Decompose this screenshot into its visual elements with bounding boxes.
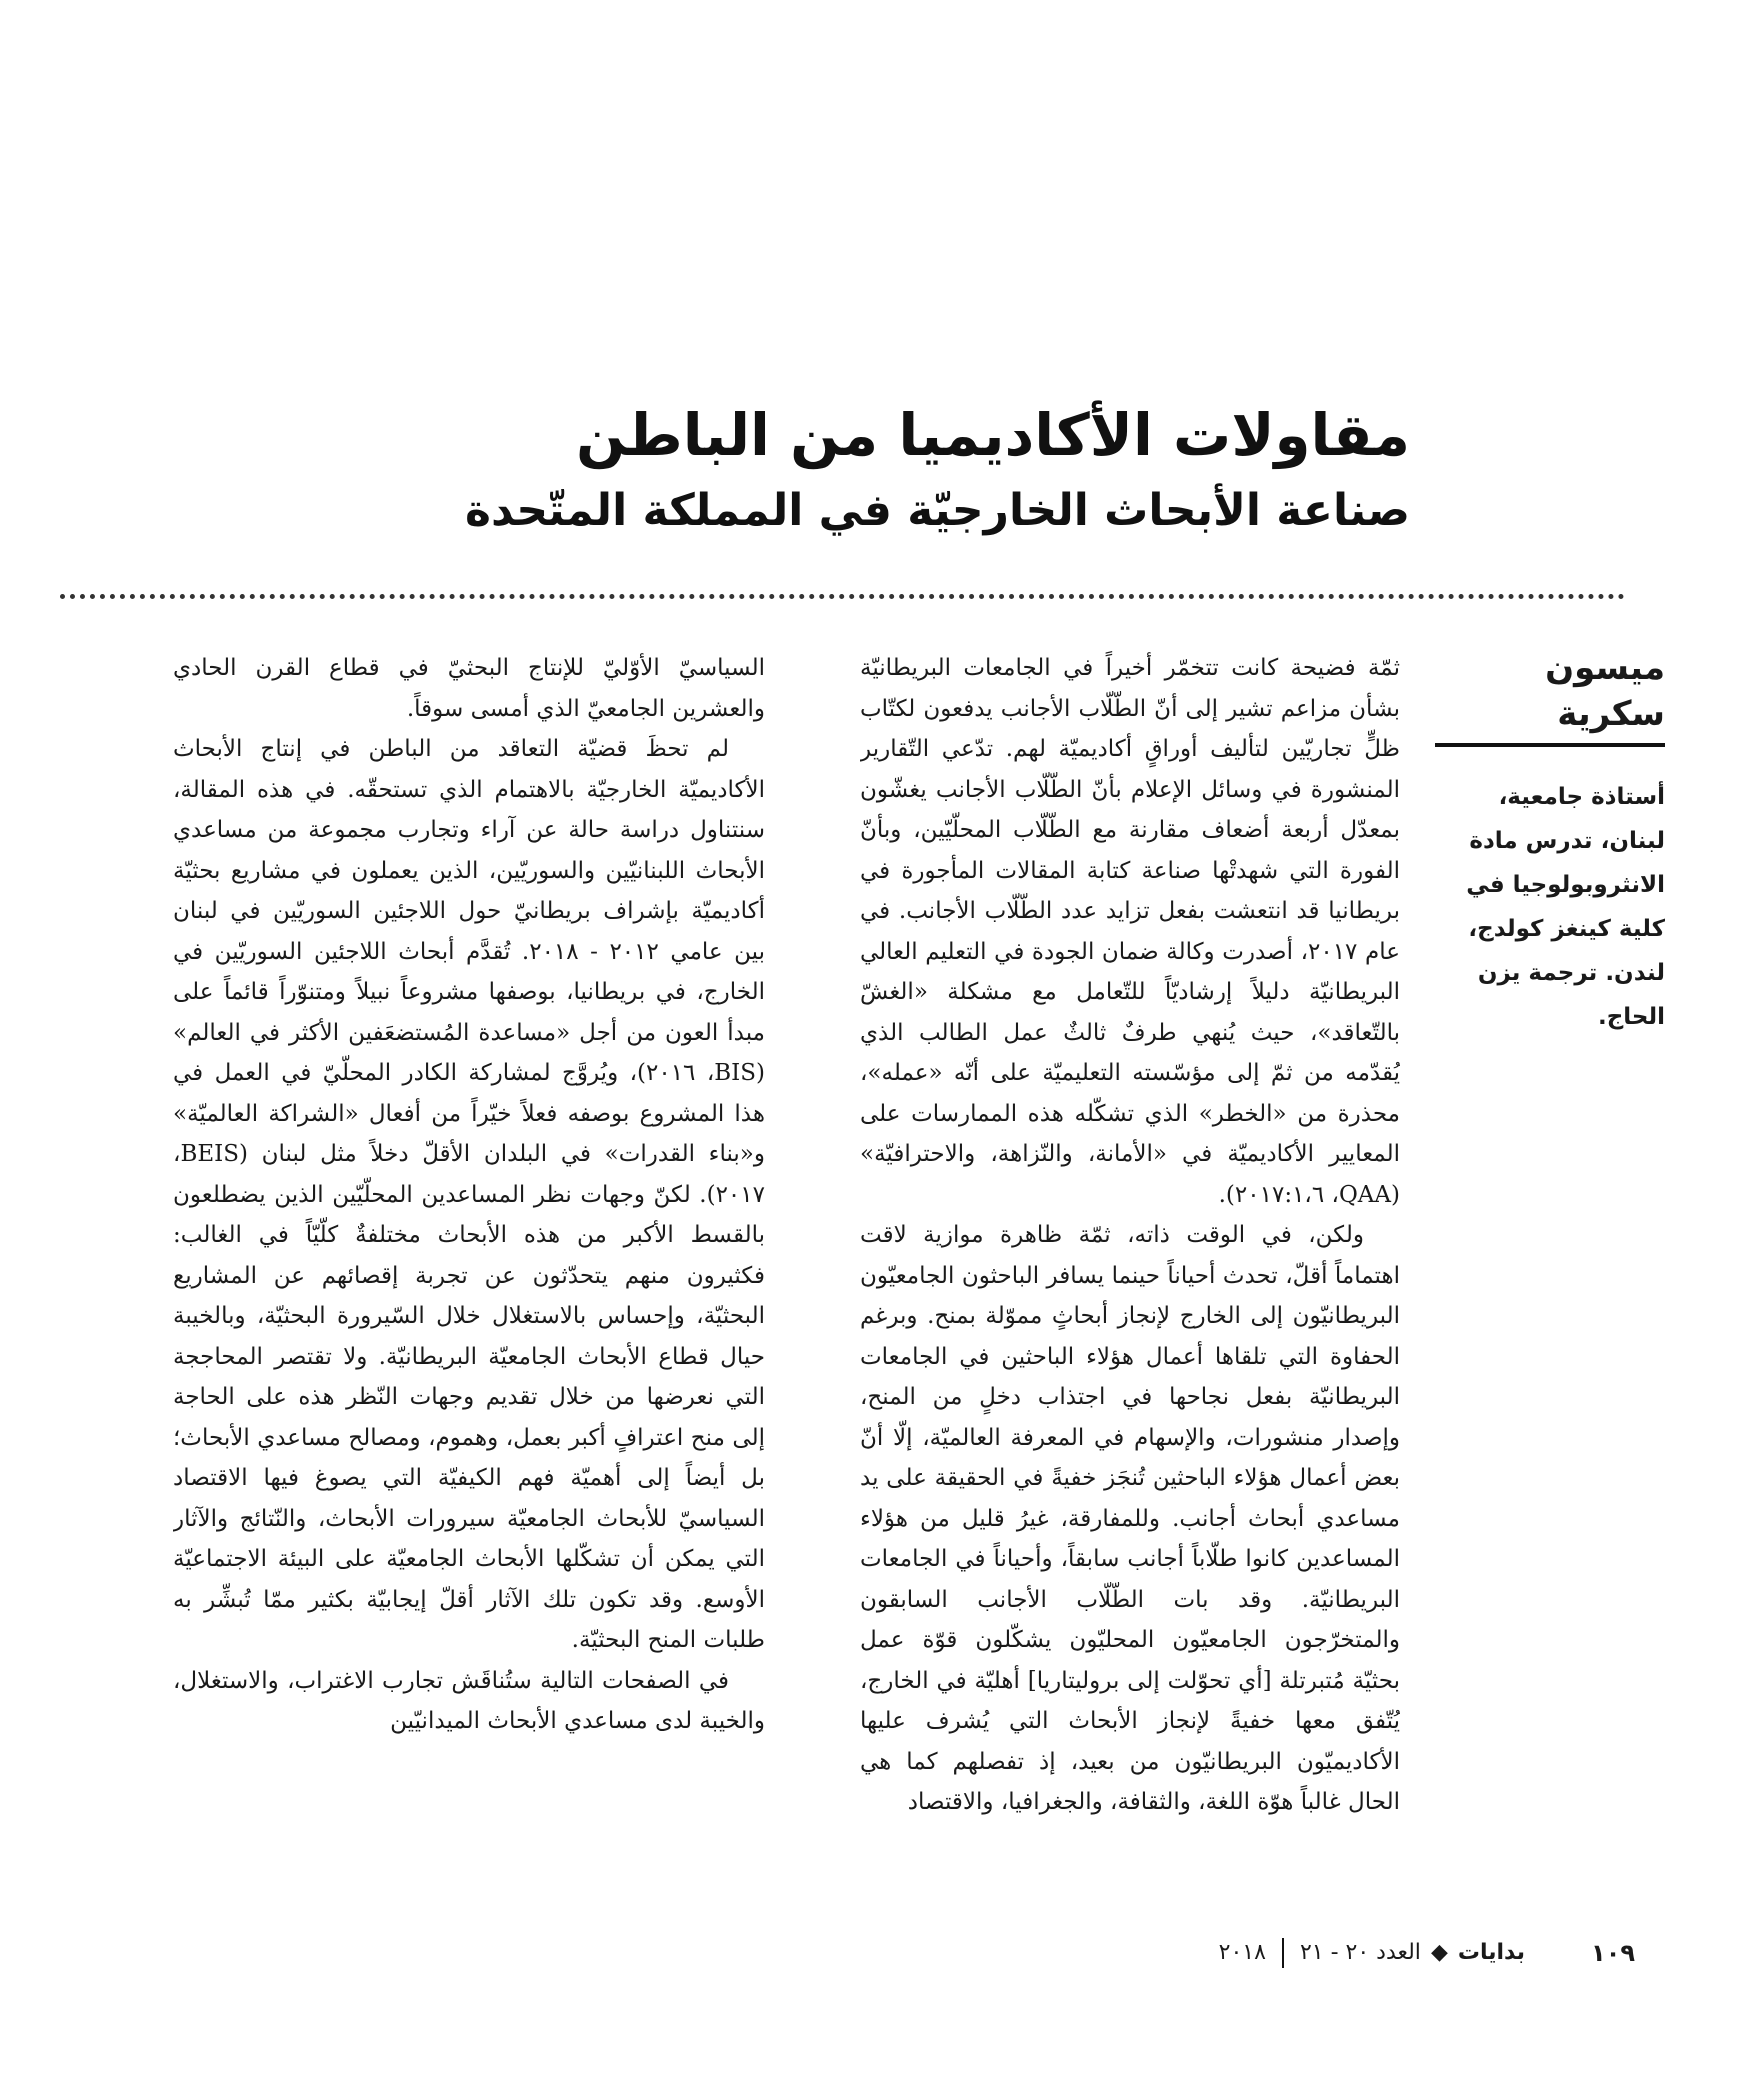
paragraph: ولكن، في الوقت ذاته، ثمّة ظاهرة موازية لاقت اهتماماً أقلّ، تحدث أحياناً حينما يسافر الباحثون الجامعيّون البريطانيّون إلى الخارج لإنجاز أبحاثٍ مموّلة بمنح. وبرغم الحفاوة التي تلقاها أعمال هؤلاء الباحثين في الجامعات البريطانيّة بفعل نجاحها في اجتذاب دخلٍ من المنح، وإصدار منشورات، والإسهام في المعرفة العالميّة، إلّا أنّ بعض أعمال هؤلاء الباحثين تُنجَز خفيةً في الحقيقة على يد مساعدي أبحاث أجانب. وللمفارقة، غيرُ قليل من هؤلاء المساعدين كانوا طلّاباً أجانب سابقاً، وأحياناً في الجامعات البريطانيّة. وقد بات الطّلّاب الأجانب السابقون والمتخرّجون الجامعيّون المحليّون يشكّلون قوّة عمل بحثيّة مُتبرتلة [أي تحوّلت إلى بروليتاريا] أهليّة في الخارج، يُتّفق معها خفيةً لإنجاز الأبحاث التي يُشرف عليها الأكاديميّون البريطانيّون من بعيد، إذ تفصلهم كما هي الحال غالباً هوّة اللغة، والثقافة، والجغرافيا، والاقتصاد: [860, 1222, 1400, 1815]
page-number: ١٠٩: [1591, 1939, 1635, 1967]
paragraph: ثمّة فضيحة كانت تتخمّر أخيراً في الجامعات البريطانيّة بشأن مزاعم تشير إلى أنّ الطّلّاب الأجانب يدفعون لكتّاب ظلٍّ تجاريّين لتأليف أوراقٍ أكاديميّة لهم. تدّعي التّقارير المنشورة في وسائل الإعلام بأنّ الطّلّاب الأجانب يغشّون بمعدّل أربعة أضعاف مقارنة مع الطّلّاب المحلّيّين، وبأنّ الفورة التي شهدتْها صناعة كتابة المقالات المأجورة في بريطانيا قد انتعشت بفعل تزايد عدد الطّلّاب الأجانب. في عام ٢٠١٧، أصدرت وكالة ضمان الجودة في التعليم العالي البريطانيّة دليلاً إرشاديّاً للتّعامل مع مشكلة «الغشّ بالتّعاقد»، حيث يُنهي طرفٌ ثالثٌ عمل الطالب الذي يُقدّمه من ثمّ إلى مؤسّسته التعليميّة على أنّه «عمله»، محذرة من «الخطر» الذي تشكّله هذه الممارسات على المعايير الأكاديميّة في «الأمانة، والنّزاهة، والاحترافيّة» (QAA، ٢٠١٧:١،٦).: [860, 655, 1400, 1208]
article-subtitle: صناعة الأبحاث الخارجيّة في المملكة المتّحدة: [465, 485, 1410, 536]
page-footer: [1219, 1935, 1525, 1971]
body-column-left: [173, 648, 765, 1898]
journal-name: بدايات: [1457, 1940, 1525, 1965]
article-header: [310, 395, 1410, 543]
paragraph: لم تحظَ قضيّة التعاقد من الباطن في إنتاج الأبحاث الأكاديميّة الخارجيّة بالاهتمام الذي تستحقّه. في هذه المقالة، سنتناول دراسة حالة عن آراء وتجارب مجموعة من مساعدي الأبحاث اللبنانيّين والسوريّين، الذين يعملون في مشاريع بحثيّة أكاديميّة بإشراف بريطانيّ حول اللاجئين السوريّين في لبنان بين عامي ٢٠١٢ - ٢٠١٨. تُقدَّم أبحاث اللاجئين السوريّين في الخارج، في بريطانيا، بوصفها مشروعاً نبيلاً ومتنوّراً قائماً على مبدأ العون من أجل «مساعدة المُستضعَفين الأكثر في العالم» (BIS، ٢٠١٦)، ويُروَّج لمشاركة الكادر المحلّيّ في العمل في هذا المشروع بوصفه فعلاً خيّراً من أفعال «الشراكة العالميّة» و«بناء القدرات» في البلدان الأقلّ دخلاً مثل لبنان (BEIS، ٢٠١٧). لكنّ وجهات نظر المساعدين المحلّيّين الذين يضطلعون بالقسط الأكبر من هذه الأبحاث مختلفةٌ كلّيّاً في الغالب: فكثيرون منهم يتحدّثون عن تجربة إقصائهم عن المشاريع البحثيّة، وإحساس بالاستغلال خلال السّيرورة البحثيّة، وبالخيبة حيال قطاع الأبحاث الجامعيّة البريطانيّة. ولا تقتصر المحاججة التي نعرضها من خلال تقديم وجهات النّظر هذه على الحاجة إلى منح اعترافٍ أكبر بعمل، وهموم، ومصالح مساعدي الأبحاث؛ بل أيضاً إلى أهميّة فهم الكيفيّة التي يصوغ فيها الاقتصاد السياسيّ للأبحاث الجامعيّة سيرورات الأبحاث، والنّتائج والآثار التي يمكن أن تشكّلها الأبحاث الجامعيّة على البيئة الاجتماعيّة الأوسع. وقد تكون تلك الآثار أقلّ إيجابيّة بكثير ممّا تُبشِّر به طلبات المنح البحثيّة.: [173, 736, 765, 1653]
article-title: مقاولات الأكاديميا من الباطن: [575, 401, 1410, 469]
diamond-icon: ◆: [1430, 1940, 1448, 1965]
author-block: [1435, 645, 1665, 1039]
issue-year: ٢٠١٨: [1218, 1940, 1266, 1965]
author-divider: [1435, 743, 1665, 747]
author-bio: أستاذة جامعية، لبنان، تدرس مادة الانثروبولوجيا في كلية كينغز كولدج، لندن. ترجمة يزن الحاج.: [1466, 784, 1665, 1030]
footer-separator: [1282, 1938, 1284, 1968]
paragraph: في الصفحات التالية ستُناقَش تجارب الاغتراب، والاستغلال، والخيبة لدى مساعدي الأبحاث الميدانيّين: [173, 1667, 765, 1734]
body-column-right: [860, 648, 1400, 1898]
author-name: ميسون سكرية: [1545, 648, 1665, 734]
dotted-divider: [60, 594, 1625, 599]
paragraph: السياسيّ الأوّليّ للإنتاج البحثيّ في قطاع القرن الحادي والعشرين الجامعيّ الذي أمسى سوقاً.: [173, 655, 765, 722]
issue-number: العدد ٢٠ - ٢١: [1299, 1940, 1421, 1965]
